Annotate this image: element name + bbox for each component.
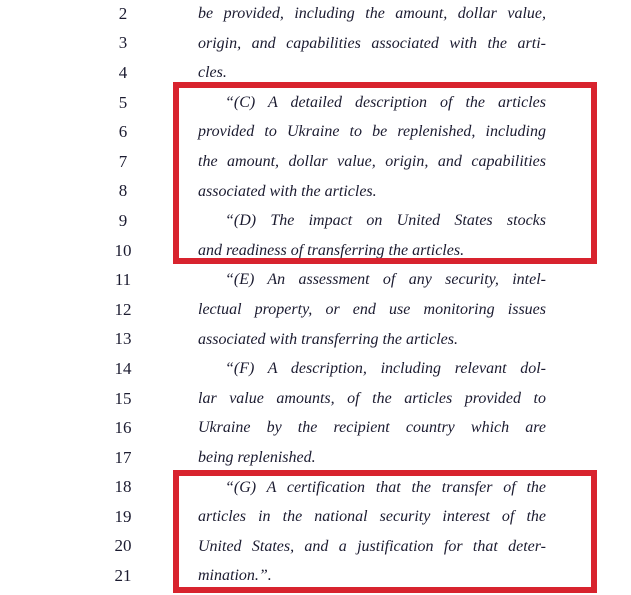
line-row [0,117,631,147]
line-number: 17 [114,447,132,467]
line-number: 20 [114,536,132,556]
line-row [0,206,631,236]
line-text: associated with transferring the articles. [198,330,458,348]
line-row [0,177,631,207]
line-row [0,295,631,325]
line-row [0,29,631,59]
line-number: 7 [118,151,128,171]
line-text: lar value amounts, of the articles provided to [198,389,546,407]
line-row [0,532,631,562]
line-text: “(E) An assessment of any security, intel- [225,271,546,289]
line-text: Ukraine by the recipient country which are [198,419,546,437]
line-number: 3 [118,33,128,53]
line-text: lectual property, or end use monitoring issues [198,300,546,318]
line-number: 10 [114,240,132,260]
line-row [0,561,631,591]
line-text: “(F) A description, including relevant dol- [225,360,546,378]
line-number: 12 [114,299,132,319]
line-row [0,384,631,414]
line-number: 2 [118,3,128,23]
line-text: provided to Ukraine to be replenished, including [198,123,546,141]
line-text: associated with the articles. [198,182,377,200]
line-text: be provided, including the amount, dollar value, [198,5,546,22]
line-number: 15 [114,388,132,408]
line-number: 13 [114,329,132,349]
line-number: 5 [118,92,128,112]
line-number: 11 [114,270,132,290]
line-text: being replenished. [198,448,316,466]
line-row [0,473,631,503]
line-text: “(G) A certification that the transfer of the [225,478,546,496]
line-number: 8 [118,181,128,201]
line-text: United States, and a justification for that deter- [198,537,546,555]
line-number: 4 [118,62,128,82]
line-text: “(D) The impact on United States stocks [225,212,546,230]
line-row [0,88,631,118]
line-number: 16 [114,418,132,438]
line-row [0,502,631,532]
line-text: and readiness of transferring the articles. [198,241,465,259]
line-text: mination.”. [198,567,272,585]
line-text: the amount, dollar value, origin, and capabilities [198,152,546,170]
line-number: 14 [114,358,132,378]
line-number: 21 [114,566,132,586]
line-text: “(C) A detailed description of the articles [225,93,546,111]
line-text: origin, and capabilities associated with the arti- [198,34,546,52]
line-row [0,265,631,295]
line-number: 6 [118,122,128,142]
line-number: 18 [114,477,132,497]
line-row [0,443,631,473]
line-row [0,354,631,384]
line-row [0,0,631,29]
line-row [0,413,631,443]
line-row [0,236,631,266]
line-row [0,325,631,355]
line-text: cles. [198,64,227,82]
line-number: 9 [118,210,128,230]
line-row [0,58,631,88]
line-number: 19 [114,506,132,526]
line-text: articles in the national security interest of the [198,508,546,526]
line-row [0,147,631,177]
